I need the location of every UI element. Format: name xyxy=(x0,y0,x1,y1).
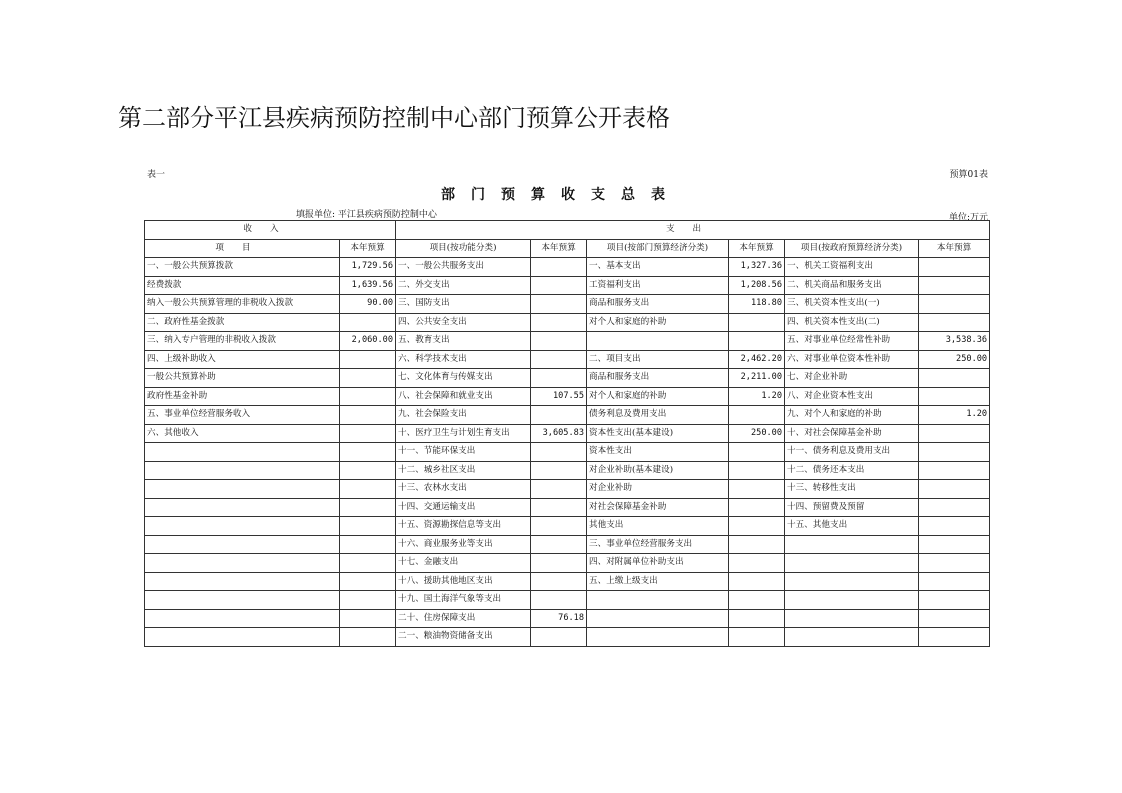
col-budget: 本年预算 xyxy=(340,239,396,258)
income-budget xyxy=(340,369,396,388)
gov-budget xyxy=(919,276,990,295)
func-budget xyxy=(531,443,587,462)
gov-budget xyxy=(919,517,990,536)
dept-item: 五、上缴上级支出 xyxy=(587,572,729,591)
income-item: 一般公共预算补助 xyxy=(145,369,340,388)
func-item: 十一、节能环保支出 xyxy=(396,443,531,462)
dept-item: 二、项目支出 xyxy=(587,350,729,369)
gov-budget xyxy=(919,554,990,573)
income-item: 三、纳入专户管理的非税收入拨款 xyxy=(145,332,340,351)
gov-item xyxy=(785,554,919,573)
table-row xyxy=(145,295,990,314)
func-budget xyxy=(531,369,587,388)
dept-budget: 1,327.36 xyxy=(729,258,785,277)
func-item: 七、文化体育与传媒支出 xyxy=(396,369,531,388)
dept-item: 商品和服务支出 xyxy=(587,369,729,388)
table-row xyxy=(145,498,990,517)
dept-budget: 2,462.20 xyxy=(729,350,785,369)
income-budget xyxy=(340,572,396,591)
dept-budget xyxy=(729,498,785,517)
income-item xyxy=(145,554,340,573)
income-item xyxy=(145,461,340,480)
gov-budget xyxy=(919,443,990,462)
func-item: 二、外交支出 xyxy=(396,276,531,295)
func-item: 九、社会保险支出 xyxy=(396,406,531,425)
func-budget xyxy=(531,295,587,314)
dept-item xyxy=(587,609,729,628)
income-budget: 90.00 xyxy=(340,295,396,314)
table-title: 部门预算收支总表 xyxy=(441,187,681,203)
table-code: 预算01表 xyxy=(949,170,988,180)
income-budget xyxy=(340,480,396,499)
func-budget xyxy=(531,628,587,647)
col-budget: 本年预算 xyxy=(531,239,587,258)
table-row xyxy=(145,628,990,647)
dept-item: 资本性支出 xyxy=(587,443,729,462)
income-header: 收入 xyxy=(145,221,396,240)
dept-item xyxy=(587,332,729,351)
func-budget xyxy=(531,350,587,369)
col-item: 项目 xyxy=(145,239,340,258)
gov-item: 六、对事业单位资本性补助 xyxy=(785,350,919,369)
income-budget xyxy=(340,313,396,332)
table-row xyxy=(145,332,990,351)
income-budget xyxy=(340,554,396,573)
func-item: 六、科学技术支出 xyxy=(396,350,531,369)
gov-item: 八、对企业资本性支出 xyxy=(785,387,919,406)
dept-item: 四、对附属单位补助支出 xyxy=(587,554,729,573)
income-budget xyxy=(340,387,396,406)
gov-item xyxy=(785,609,919,628)
dept-budget: 2,211.00 xyxy=(729,369,785,388)
dept-item: 商品和服务支出 xyxy=(587,295,729,314)
gov-item: 五、对事业单位经常性补助 xyxy=(785,332,919,351)
income-item xyxy=(145,443,340,462)
gov-budget xyxy=(919,387,990,406)
table-row xyxy=(145,313,990,332)
gov-budget xyxy=(919,461,990,480)
table-row xyxy=(145,480,990,499)
table-label: 表一 xyxy=(147,170,166,180)
gov-budget xyxy=(919,258,990,277)
income-budget: 1,729.56 xyxy=(340,258,396,277)
dept-budget xyxy=(729,554,785,573)
gov-budget xyxy=(919,369,990,388)
col-dept-item: 项目(按部门预算经济分类) xyxy=(587,239,729,258)
gov-item: 四、机关资本性支出(二) xyxy=(785,313,919,332)
income-budget xyxy=(340,424,396,443)
gov-item: 十四、预留费及预留 xyxy=(785,498,919,517)
table-row xyxy=(145,609,990,628)
func-budget: 107.55 xyxy=(531,387,587,406)
gov-budget xyxy=(919,498,990,517)
dept-item: 对社会保障基金补助 xyxy=(587,498,729,517)
gov-budget xyxy=(919,628,990,647)
income-budget xyxy=(340,535,396,554)
gov-budget xyxy=(919,313,990,332)
dept-item: 其他支出 xyxy=(587,517,729,536)
income-budget xyxy=(340,406,396,425)
table-row xyxy=(145,276,990,295)
income-budget xyxy=(340,628,396,647)
gov-budget xyxy=(919,572,990,591)
func-budget xyxy=(531,332,587,351)
income-budget xyxy=(340,461,396,480)
dept-budget: 118.80 xyxy=(729,295,785,314)
gov-item: 十一、债务利息及费用支出 xyxy=(785,443,919,462)
table-row xyxy=(145,591,990,610)
func-budget xyxy=(531,276,587,295)
gov-item: 十、对社会保障基金补助 xyxy=(785,424,919,443)
header-row-1 xyxy=(145,221,990,240)
table-row xyxy=(145,517,990,536)
dept-budget xyxy=(729,480,785,499)
func-item: 一、一般公共服务支出 xyxy=(396,258,531,277)
gov-item: 十三、转移性支出 xyxy=(785,480,919,499)
func-item: 四、公共安全支出 xyxy=(396,313,531,332)
func-budget xyxy=(531,498,587,517)
income-item xyxy=(145,480,340,499)
func-item: 五、教育支出 xyxy=(396,332,531,351)
func-item: 十六、商业服务业等支出 xyxy=(396,535,531,554)
func-budget: 76.18 xyxy=(531,609,587,628)
income-item xyxy=(145,572,340,591)
dept-budget: 1.20 xyxy=(729,387,785,406)
income-item: 经费拨款 xyxy=(145,276,340,295)
func-budget xyxy=(531,313,587,332)
dept-item: 资本性支出(基本建设) xyxy=(587,424,729,443)
gov-item: 二、机关商品和服务支出 xyxy=(785,276,919,295)
gov-budget xyxy=(919,295,990,314)
header-row-2 xyxy=(145,239,990,258)
dept-budget: 1,208.56 xyxy=(729,276,785,295)
func-item: 二十、住房保障支出 xyxy=(396,609,531,628)
income-item xyxy=(145,628,340,647)
income-item: 政府性基金补助 xyxy=(145,387,340,406)
func-item: 十七、金融支出 xyxy=(396,554,531,573)
dept-budget: 250.00 xyxy=(729,424,785,443)
gov-budget: 250.00 xyxy=(919,350,990,369)
table-row xyxy=(145,350,990,369)
dept-item: 工资福利支出 xyxy=(587,276,729,295)
gov-budget xyxy=(919,609,990,628)
filler-unit: 填报单位: 平江县疾病预防控制中心 xyxy=(296,210,437,220)
income-budget xyxy=(340,498,396,517)
table-row xyxy=(145,572,990,591)
dept-item xyxy=(587,628,729,647)
func-budget: 3,605.83 xyxy=(531,424,587,443)
func-budget xyxy=(531,572,587,591)
dept-item: 对个人和家庭的补助 xyxy=(587,313,729,332)
income-item: 六、其他收入 xyxy=(145,424,340,443)
dept-budget xyxy=(729,443,785,462)
table-row xyxy=(145,461,990,480)
income-item xyxy=(145,591,340,610)
gov-item xyxy=(785,535,919,554)
table-row xyxy=(145,443,990,462)
gov-item: 九、对个人和家庭的补助 xyxy=(785,406,919,425)
gov-budget xyxy=(919,480,990,499)
dept-budget xyxy=(729,609,785,628)
gov-item xyxy=(785,591,919,610)
table-row xyxy=(145,424,990,443)
income-item: 四、上级补助收入 xyxy=(145,350,340,369)
func-budget xyxy=(531,591,587,610)
gov-item: 十五、其他支出 xyxy=(785,517,919,536)
gov-item xyxy=(785,628,919,647)
func-budget xyxy=(531,535,587,554)
gov-budget xyxy=(919,535,990,554)
col-budget: 本年预算 xyxy=(729,239,785,258)
gov-budget: 1.20 xyxy=(919,406,990,425)
table-row xyxy=(145,387,990,406)
dept-budget xyxy=(729,406,785,425)
dept-item: 三、事业单位经营服务支出 xyxy=(587,535,729,554)
dept-item: 债务利息及费用支出 xyxy=(587,406,729,425)
income-item xyxy=(145,535,340,554)
func-item: 十四、交通运输支出 xyxy=(396,498,531,517)
func-item: 十、医疗卫生与计划生育支出 xyxy=(396,424,531,443)
income-item: 一、一般公共预算拨款 xyxy=(145,258,340,277)
dept-item: 对个人和家庭的补助 xyxy=(587,387,729,406)
gov-item: 一、机关工资福利支出 xyxy=(785,258,919,277)
col-func-item: 项目(按功能分类) xyxy=(396,239,531,258)
income-budget xyxy=(340,591,396,610)
table-row xyxy=(145,535,990,554)
table-row xyxy=(145,369,990,388)
func-item: 十二、城乡社区支出 xyxy=(396,461,531,480)
income-item xyxy=(145,517,340,536)
func-budget xyxy=(531,406,587,425)
func-budget xyxy=(531,517,587,536)
dept-budget xyxy=(729,332,785,351)
dept-budget xyxy=(729,572,785,591)
func-item: 三、国防支出 xyxy=(396,295,531,314)
gov-budget xyxy=(919,591,990,610)
dept-budget xyxy=(729,628,785,647)
func-item: 十三、农林水支出 xyxy=(396,480,531,499)
table-row xyxy=(145,258,990,277)
gov-item: 三、机关资本性支出(一) xyxy=(785,295,919,314)
table-row xyxy=(145,406,990,425)
gov-item: 十二、债务还本支出 xyxy=(785,461,919,480)
gov-budget: 3,538.36 xyxy=(919,332,990,351)
income-budget xyxy=(340,350,396,369)
dept-budget xyxy=(729,591,785,610)
income-budget xyxy=(340,443,396,462)
gov-item xyxy=(785,572,919,591)
income-budget: 2,060.00 xyxy=(340,332,396,351)
dept-budget xyxy=(729,313,785,332)
budget-table xyxy=(144,220,990,647)
func-item: 二一、粮油物资储备支出 xyxy=(396,628,531,647)
income-budget: 1,639.56 xyxy=(340,276,396,295)
income-item xyxy=(145,498,340,517)
func-budget xyxy=(531,461,587,480)
dept-budget xyxy=(729,517,785,536)
income-budget xyxy=(340,609,396,628)
func-item: 八、社会保障和就业支出 xyxy=(396,387,531,406)
dept-item: 一、基本支出 xyxy=(587,258,729,277)
expenditure-header: 支出 xyxy=(396,221,990,240)
page-title: 第二部分平江县疾病预防控制中心部门预算公开表格 xyxy=(118,104,670,132)
func-item: 十八、援助其他地区支出 xyxy=(396,572,531,591)
dept-budget xyxy=(729,461,785,480)
income-item: 五、事业单位经营服务收入 xyxy=(145,406,340,425)
gov-item: 七、对企业补助 xyxy=(785,369,919,388)
income-item: 纳入一般公共预算管理的非税收入拨款 xyxy=(145,295,340,314)
income-item xyxy=(145,609,340,628)
unit-label: 单位:万元 xyxy=(948,213,988,223)
gov-budget xyxy=(919,424,990,443)
col-budget: 本年预算 xyxy=(919,239,990,258)
income-item: 二、政府性基金拨款 xyxy=(145,313,340,332)
income-budget xyxy=(340,517,396,536)
func-budget xyxy=(531,480,587,499)
table-row xyxy=(145,554,990,573)
col-gov-item: 项目(按政府预算经济分类) xyxy=(785,239,919,258)
dept-item: 对企业补助 xyxy=(587,480,729,499)
dept-budget xyxy=(729,535,785,554)
func-budget xyxy=(531,554,587,573)
func-item: 十九、国土海洋气象等支出 xyxy=(396,591,531,610)
func-budget xyxy=(531,258,587,277)
func-item: 十五、资源勘探信息等支出 xyxy=(396,517,531,536)
dept-item xyxy=(587,591,729,610)
dept-item: 对企业补助(基本建设) xyxy=(587,461,729,480)
